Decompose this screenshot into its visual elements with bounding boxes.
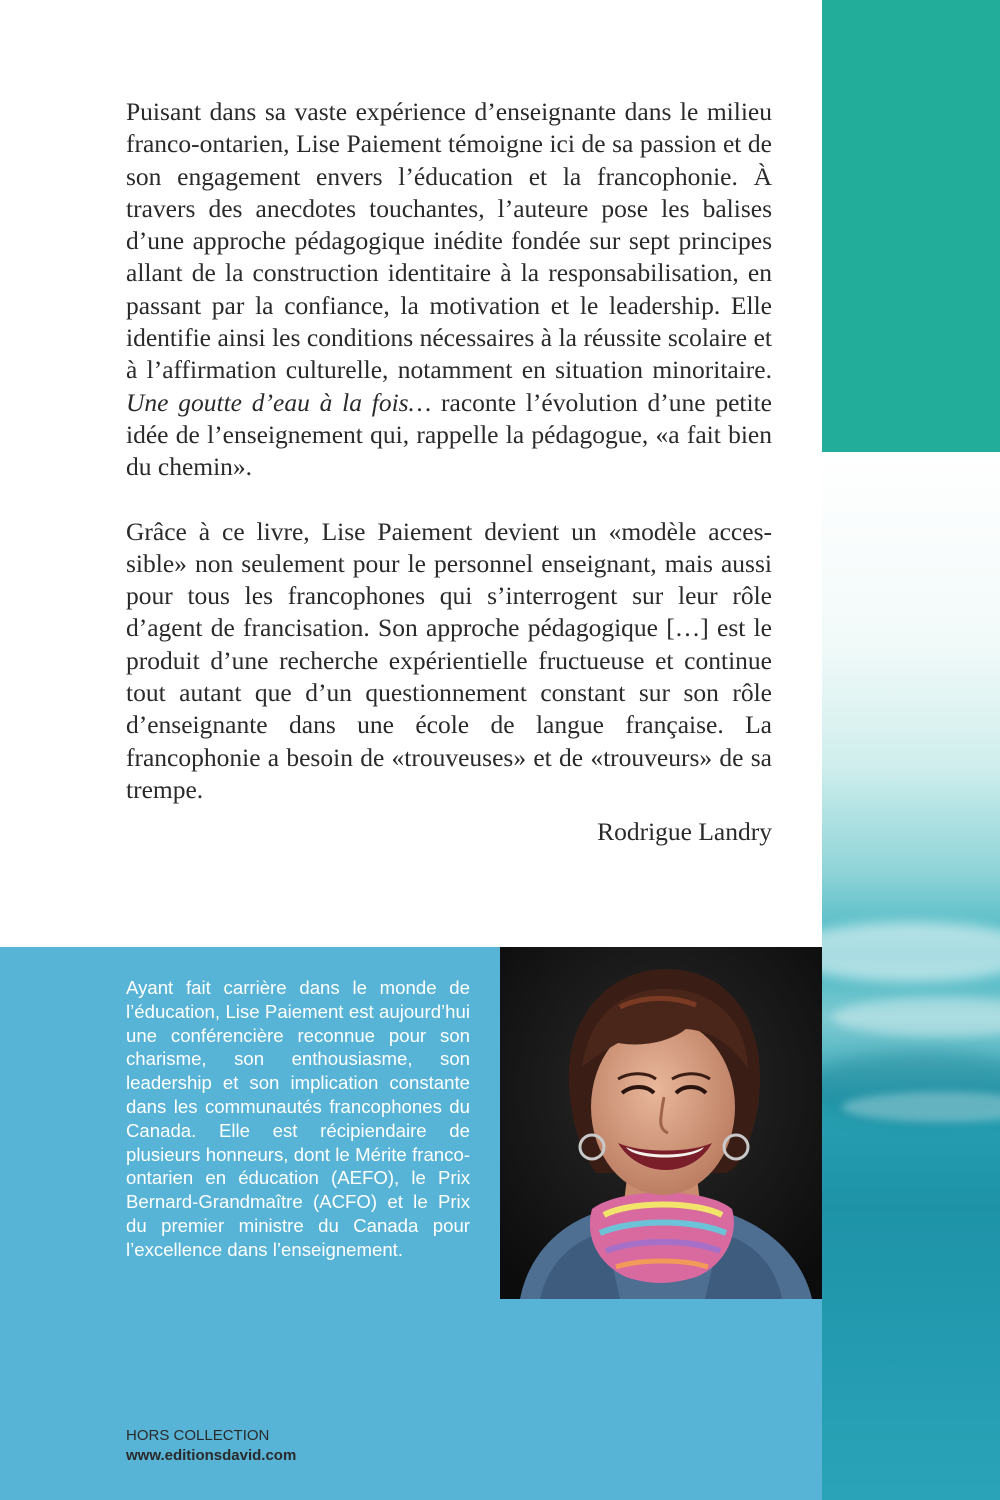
book-title: Une goutte d’eau à la fois… <box>126 387 432 417</box>
ripple-highlight <box>832 997 1000 1037</box>
author-bio-text: Ayant fait carrière dans le monde de l’éducation, Lise Paiement est aujourd’hui une conférencière reconnue pour son charisme, son enthousiasme, son leadership et son implication constante dans les communautés francophones du Canada. Elle est récipiendaire de plusieurs honneurs, dont le Mérite francoontarien en éducation (AEFO), le Prix Bernard-Grandmaître (ACFO) et le Prix du premier ministre du Canada pour l’excellence dans l’enseignement. <box>126 977 470 1260</box>
blurb-paragraph-1 <box>126 96 772 484</box>
footer <box>126 1426 296 1466</box>
publisher-website-link[interactable]: www.editionsdavid.com <box>126 1447 297 1464</box>
quote-signature: Rodrigue Landry <box>597 817 772 847</box>
back-cover-blurb <box>126 96 772 849</box>
ripple-highlight <box>822 922 1000 982</box>
blurb-paragraph-2: Grâce à ce livre, Lise Paiement devient un «modèle accessible» non seulement pour le personnel enseignant, mais aussi pour tous les francophones qui s’interrogent sur leur rôle d’agent de francisation. Son approche pédagogique […] est le produit d’une recherche expérientielle fructueuse et continue tout autant que d’un questionnement constant sur son rôle d’enseignante dans une école de langue française. La francophonie a besoin de «trouveuses» et de «trouveurs» de sa trempe. <box>126 516 772 804</box>
blurb-text: raconte l’évolution d’une petite idée de l’enseignement qui, rappelle la pédagogue, «a fait bien du chemin». <box>126 387 772 482</box>
blurb-text: Puisant dans sa vaste expérience d’enseignante dans le milieu franco-ontarien, Lise Paiement témoigne ici de sa passion et de son engagement envers l’éducation et la francophonie. À travers des anecdotes touchantes, l’auteure pose les balises d’une approche pédagogique inédite fondée sur sept principes allant de la construction identitaire à la responsabilisation, en passant par la confiance, la motivation et le leadership. Elle identifie ainsi les conditions nécessaires à la réussite scolaire et à l’affirmation culturelle, notamment en situation minoritaire. <box>126 97 772 385</box>
author-photo <box>500 947 822 1299</box>
collection-label: HORS COLLECTION <box>126 1427 270 1444</box>
author-bio <box>126 976 470 1262</box>
teal-color-band <box>822 0 1000 452</box>
author-bio-section <box>0 947 822 1500</box>
water-ripple-image <box>822 452 1000 1500</box>
author-portrait-illustration <box>500 947 822 1299</box>
